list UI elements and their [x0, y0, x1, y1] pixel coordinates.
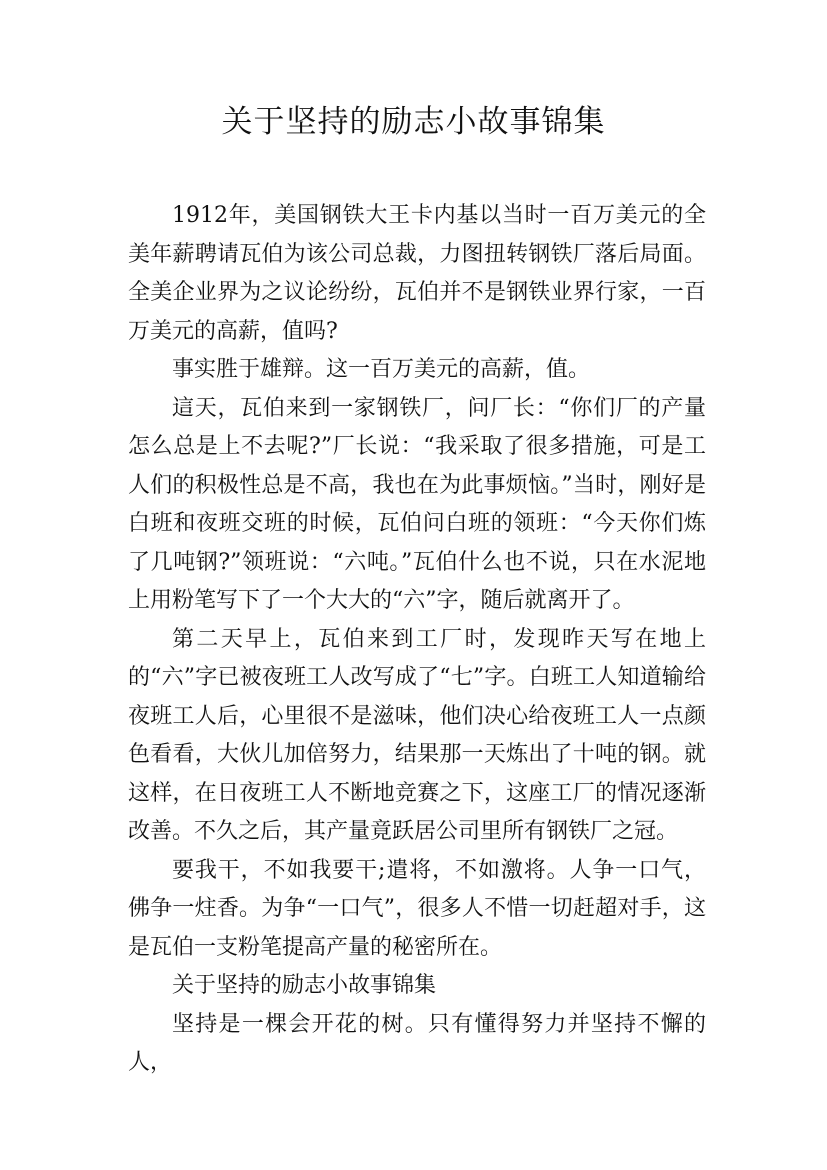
- paragraph-3: 這天，瓦伯来到一家钢铁厂，问厂长：“你们厂的产量怎么总是上不去呢?”厂长说：“我采取了很多措施，可是工人们的积极性总是不高，我也在为此事烦恼。”当时，刚好是白班和夜班交班的时候，瓦伯问白班的领班：“今天你们炼了几吨钢?”领班说：“六吨。”瓦伯什么也不说，只在水泥地上用粉笔写下了一个大大的“六”字，随后就离开了。: [128, 395, 706, 613]
- document-title: 关于坚持的励志小故事锦集: [221, 104, 606, 140]
- document-body: [128, 197, 706, 1083]
- paragraph-1: 1912年，美国钢铁大王卡内基以当时一百万美元的全美年薪聘请瓦伯为该公司总裁，力图扭转钢铁厂落后局面。全美企业界为之议论纷纷，瓦伯并不是钢铁业界行家，一百万美元的高薪，值吗?: [128, 203, 706, 344]
- paragraph-6-subheading: 关于坚持的励志小故事锦集: [172, 973, 437, 998]
- paragraph-7: 坚持是一棵会开花的树。只有懂得努力并坚持不懈的人，: [128, 1011, 706, 1075]
- paragraph-2: 事实胜于雄辩。这一百万美元的高薪，值。: [172, 357, 591, 382]
- paragraph-4: 第二天早上，瓦伯来到工厂时，发现昨天写在地上的“六”字已被夜班工人改写成了“七”字。白班工人知道输给夜班工人后，心里很不是滋味，他们决心给夜班工人一点颜色看看，大伙儿加倍努力，结果那一天炼出了十吨的钢。就这样，在日夜班工人不断地竞赛之下，这座工厂的情况逐渐改善。不久之后，其产量竟跃居公司里所有钢铁厂之冠。: [128, 626, 706, 844]
- paragraph-5: 要我干，不如我要干;遣将，不如激将。人争一口气，佛争一炷香。为争“一口气”，很多人不惜一切赶超对手，这是瓦伯一支粉笔提高产量的秘密所在。: [128, 857, 706, 960]
